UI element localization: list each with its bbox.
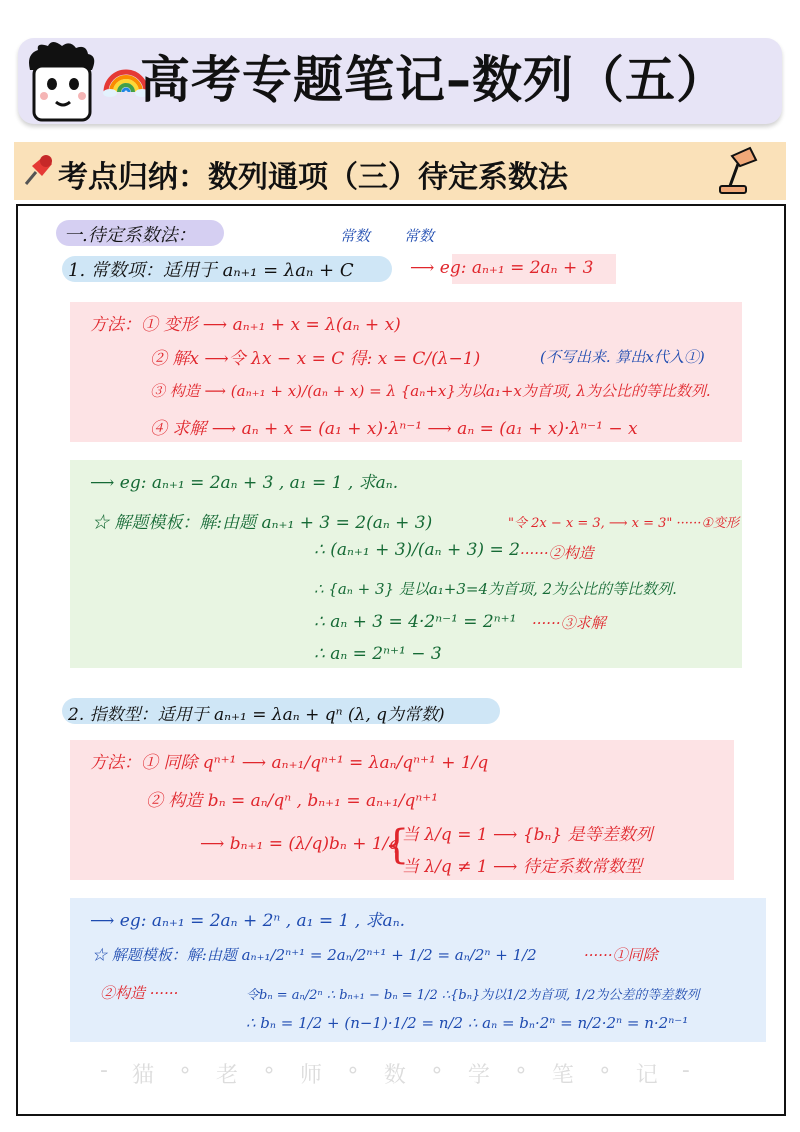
example1-line5-note: ······③求解 <box>532 614 606 632</box>
item1-constant-type: 1. 常数项：适用于 aₙ₊₁ = λaₙ + C <box>68 260 354 281</box>
example1-line4: ∴ {aₙ + 3} 是以a₁+3=4为首项, 2为公比的等比数列. <box>314 580 677 598</box>
constant-label-2: 常数 <box>404 227 435 245</box>
watermark-char: ∘ <box>262 1058 276 1083</box>
watermark-char: 记 <box>635 1063 658 1088</box>
watermark-char: ∘ <box>178 1058 192 1083</box>
example2-line4: ∴ bₙ = 1/2 + (n−1)·1/2 = n/2 ∴ aₙ = bₙ·2ⁿ = n/2·2ⁿ = n·2ⁿ⁻¹ <box>246 1014 689 1032</box>
desk-lamp-icon <box>712 142 764 196</box>
item1-eg: ⟶ eg: aₙ₊₁ = 2aₙ + 3 <box>410 258 594 278</box>
method2-line2: ② 构造 bₙ = aₙ/qⁿ , bₙ₊₁ = aₙ₊₁/qⁿ⁺¹ <box>146 791 439 811</box>
section-heading: 一.待定系数法： <box>64 225 196 246</box>
example2-line1: ⟶ eg: aₙ₊₁ = 2aₙ + 2ⁿ , a₁ = 1 , 求aₙ. <box>90 911 405 931</box>
example1-line3-note: ······②构造 <box>520 544 594 562</box>
watermark-char: - <box>681 1058 690 1083</box>
method1-line3: ③ 构造 ⟶ (aₙ₊₁ + x)/(aₙ + x) = λ {aₙ+x}为以a₁+x为首项, λ为公比的等比数列. <box>150 382 711 400</box>
watermark-char: 师 <box>299 1063 322 1088</box>
pushpin-icon <box>22 152 56 188</box>
method2-line3: ⟶ bₙ₊₁ = (λ/q)bₙ + 1/q <box>200 834 400 854</box>
subheader-title: 考点归纳：数列通项（三）待定系数法 <box>58 160 568 195</box>
example2-line3-label: ②构造 ······ <box>100 984 179 1002</box>
method1-line2-note: (不写出来. 算出x代入①) <box>540 348 705 366</box>
method1-line2: ② 解x ⟶令 λx − x = C 得: x = C/(λ−1) <box>150 349 481 369</box>
watermark-char: - <box>100 1058 108 1083</box>
method1-line4: ④ 求解 ⟶ aₙ + x = (a₁ + x)·λⁿ⁻¹ ⟶ aₙ = (a₁ + x)·λⁿ⁻¹ − x <box>150 419 638 439</box>
example1-line5: ∴ aₙ + 3 = 4·2ⁿ⁻¹ = 2ⁿ⁺¹ <box>314 612 517 632</box>
example1-line6: ∴ aₙ = 2ⁿ⁺¹ − 3 <box>314 644 442 664</box>
watermark-char: 老 <box>215 1063 238 1088</box>
method1-line1: 方法：① 变形 ⟶ aₙ₊₁ + x = λ(aₙ + x) <box>90 315 401 335</box>
example2-line2-note: ······①同除 <box>584 946 658 964</box>
brace-symbol: { <box>384 822 410 868</box>
example1-line1: ⟶ eg: aₙ₊₁ = 2aₙ + 3 , a₁ = 1 , 求aₙ. <box>90 473 399 493</box>
method2-case1: 当 λ/q = 1 ⟶ {bₙ} 是等差数列 <box>402 825 653 845</box>
watermark-char: ∘ <box>597 1058 612 1083</box>
item2-exponential-type: 2. 指数型：适用于 aₙ₊₁ = λaₙ + qⁿ (λ, q为常数) <box>68 705 445 725</box>
watermark-char: ∘ <box>429 1058 444 1083</box>
constant-label-1: 常数 <box>340 227 371 245</box>
example1-line2-note: "令 2x − x = 3, ⟶ x = 3" ······①变形 <box>508 516 739 531</box>
example2-line2: ☆ 解题模板：解:由题 aₙ₊₁/2ⁿ⁺¹ = 2aₙ/2ⁿ⁺¹ + 1/2 = aₙ/2ⁿ + 1/2 <box>92 946 537 964</box>
watermark <box>100 1058 690 1089</box>
watermark-char: 数 <box>383 1063 406 1088</box>
watermark-char: ∘ <box>346 1058 360 1083</box>
watermark-char: ∘ <box>513 1058 528 1083</box>
page-title: 高考专题笔记–数列（五） <box>140 51 727 109</box>
watermark-char: 笔 <box>551 1063 574 1088</box>
watermark-char: 猫 <box>132 1063 155 1088</box>
watermark-char: 学 <box>467 1063 490 1088</box>
mascot-face-icon <box>22 40 102 124</box>
method2-case2: 当 λ/q ≠ 1 ⟶ 待定系数常数型 <box>402 857 642 877</box>
method2-line1: 方法：① 同除 qⁿ⁺¹ ⟶ aₙ₊₁/qⁿ⁺¹ = λaₙ/qⁿ⁺¹ + 1/q <box>90 753 489 773</box>
example1-line3: ∴ (aₙ₊₁ + 3)/(aₙ + 3) = 2 <box>314 540 520 560</box>
example2-line3: 令bₙ = aₙ/2ⁿ ∴ bₙ₊₁ − bₙ = 1/2 ∴{bₙ}为以1/2为首项, 1/2为公差的等差数列 <box>246 988 700 1003</box>
example1-line2: ☆ 解题模板：解:由题 aₙ₊₁ + 3 = 2(aₙ + 3) <box>92 513 433 533</box>
